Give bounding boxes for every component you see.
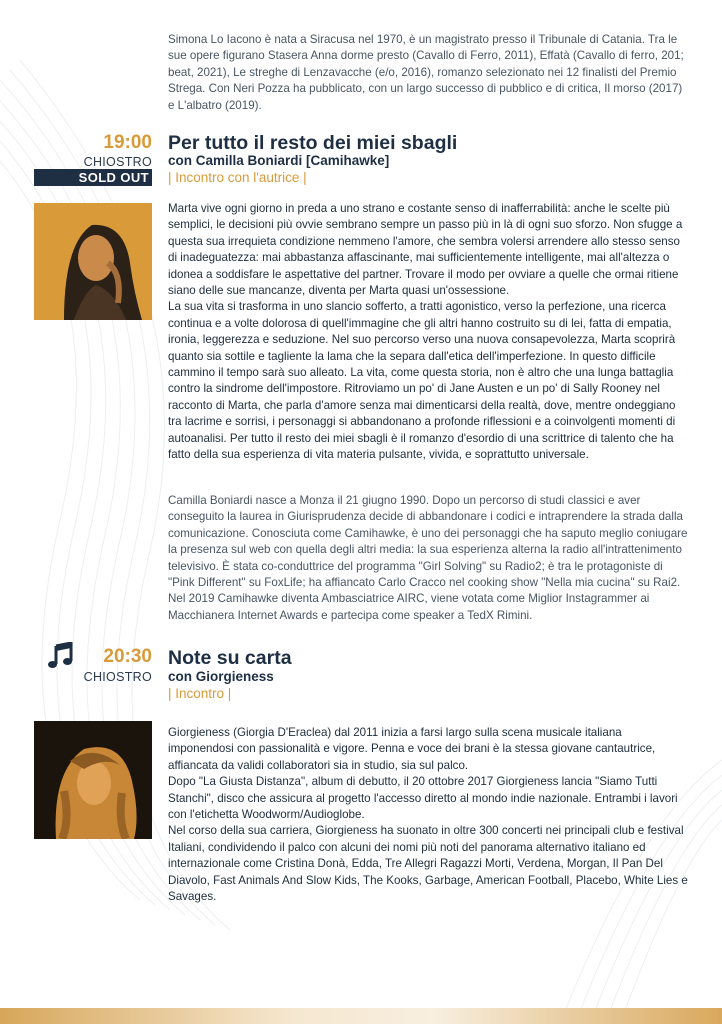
event-subtitle: con Camilla Boniardi [Camihawke] — [168, 153, 390, 168]
event-place: CHIOSTRO — [83, 670, 152, 684]
intro-author-bio: Simona Lo Iacono è nata a Siracusa nel 1970, è un magistrato presso il Tribunale di Catania. Tra le sue opere figurano Stasera Anna dorme presto (Cavallo di Ferro, 2011), Effatà (Cavallo di ferro, 201; beat, 2021), Le streghe di Lenzavacche (e/o, 2016), romanzo selezionato nei 12 finalisti del Premio Strega. Con Neri Pozza ha pubblicato, con un largo successo di pubblico e di critica, Il morso (2017) e L'albatro (2019). — [168, 33, 684, 112]
event-time: 19:00 — [103, 132, 152, 153]
event-title: Note su carta — [168, 647, 292, 669]
footer-gradient-bar — [0, 1008, 722, 1024]
author-bio: Camilla Boniardi nasce a Monza il 21 giugno 1990. Dopo un percorso di studi classici e aver conseguito la laurea in Giurisprudenza decide di abbandonare i codici e intraprendere la strada dalla comunicazione. Conosciuta come Camihawke, è uno dei personaggi che ha saputo meglio coniugare la presenza sul web con quella degli altri media: la sua esperienza alterna la radio all'intrattenimento televisivo. È stata co-conduttrice del programma "Girl Solving" su Radio2; è tra le protagoniste di "Pink Different" su FoxLife; ha affiancato Carlo Cracco nel cooking show "Nella mia cucina" su Rai2. Nel 2019 Camihawke diventa Ambasciatrice AIRC, viene votata come Miglior Instagrammer ai Macchianera Internet Awards e partecipa come speaker a TedX Rimini. — [168, 494, 688, 622]
event-description-text: Marta vive ogni giorno in preda a uno strano e costante senso di inafferrabilità: anche le scelte più semplici, le decisioni più ovvie sembrano sempre un passo più in là di ogni suo sforzo. Non sfugge a questa sua irrequieta condizione nemmeno l'amore, che sembra volersi arrendere allo stesso senso di inadeguatezza: mai abbastanza affascinante, mai sufficientemente intelligente, mai all'altezza o idonea a soddisfare le aspettative del partner. Trovare il modo per ovviare a quelle che ormai ritiene siano delle sue mancanze, diventa per Marta quasi un'ossessione. La sua vita si trasforma in uno slancio sofferto, a tratti agonistico, verso la perfezione, una ricerca continua e a volte dolorosa di quell'immagine che gli altri hanno costruito su di lei, fatta di empatia, ironia, leggerezza e seduzione. Nel suo percorso verso una nuova consapevolezza, Marta scoprirà quanto sia sottile e tagliente la lama che la separa dall'etica dell'imperfezione. In questo difficile cammino il tempo sarà suo alleato. La vita, come questa storia, non è altro che una lunga battaglia contro la sindrome dell'impostore. Ritroviamo un po' di Jane Austen e un po' di Sally Rooney nel racconto di Marta, che parla d'amore senza mai dimenticarsi della realtà, dove, mentre ondeggiano tra lacrime e sorrisi, i personaggi si abbandonano a profonde riflessioni e a coinvolgenti momenti di autoanalisi. Per tutto il resto dei miei sbagli è il romanzo d'esordio di una scrittrice di talento che ha fatto della sua esperienza di vita materia pulsante, vivida, e soprattutto universale. — [168, 202, 683, 462]
event-tag: | Incontro con l'autrice | — [168, 170, 307, 185]
author-photo-camilla-boniardi — [34, 203, 152, 320]
event-tag: | Incontro | — [168, 686, 232, 701]
event-title: Per tutto il resto dei miei sbagli — [168, 132, 458, 154]
artist-photo-giorgieness — [34, 721, 152, 839]
music-note-icon — [46, 642, 74, 670]
event-description — [168, 725, 688, 905]
event-description — [168, 201, 688, 464]
sold-out-badge: SOLD OUT — [34, 169, 152, 186]
event-subtitle: con Giorgieness — [168, 669, 274, 684]
event-description-text: Giorgieness (Giorgia D'Eraclea) dal 2011 inizia a farsi largo sulla scena musicale italiana imponendosi con passionalità e vigore. Penna e voce dei brani è la stessa giovane cantautrice, affiancata da validi collaboratori sia in studio, sia sul palco. Dopo "La Giusta Distanza", album di debutto, il 20 ottobre 2017 Giorgieness lancia "Siamo Tutti Stanchi", disco che assicura al progetto l'accesso diretto al mondo indie nazionale. Entrambi i lavori con l'etichetta Woodworm/Audioglobe. Nel corso della sua carriera, Giorgieness ha suonato in oltre 300 concerti nei principali club e festival Italiani, condividendo il palco con alcuni dei nomi più noti del panorama alternativo italiano ed internazionale come Cristina Donà, Edda, Tre Allegri Ragazzi Morti, Verdena, Morgan, Il Pan Del Diavolo, Fast Animals And Slow Kids, The Kooks, Garbage, American Football, Placebo, White Lies e Savages. — [168, 726, 688, 904]
event-place: CHIOSTRO — [83, 155, 152, 169]
event-time: 20:30 — [103, 646, 152, 667]
